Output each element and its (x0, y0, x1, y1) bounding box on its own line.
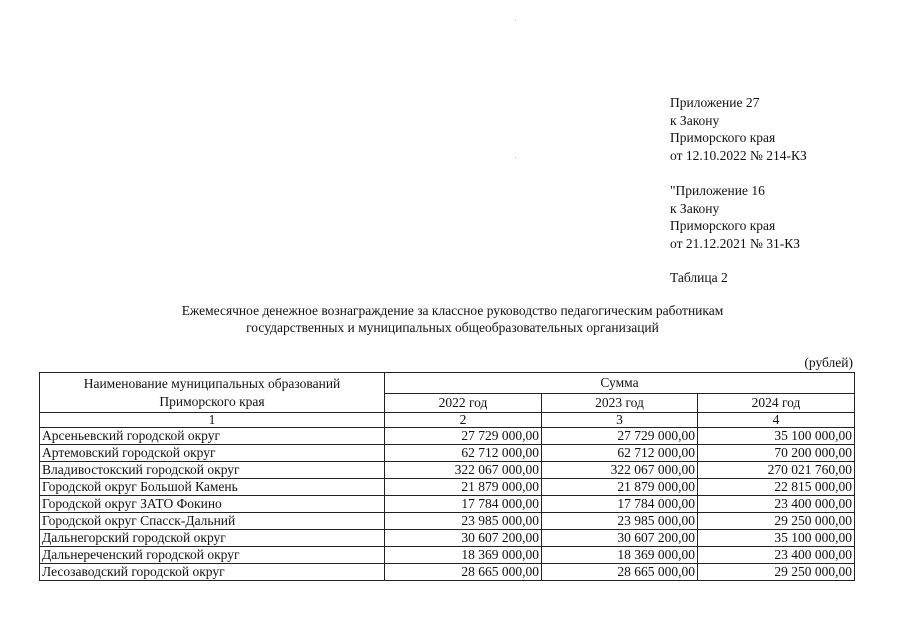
title-line-2: государственных и муниципальных общеобразовательных организаций (246, 320, 659, 335)
amount-2023: 27 729 000,00 (542, 428, 698, 445)
amounts-table (39, 372, 855, 581)
amount-2022: 27 729 000,00 (385, 428, 542, 445)
amount-2022: 23 985 000,00 (385, 513, 542, 530)
table-row (40, 462, 855, 479)
amount-2024: 35 100 000,00 (698, 530, 855, 547)
previous-annex-heading (670, 182, 800, 252)
prev-annex-line: "Приложение 16 (670, 183, 765, 198)
annex-line: Приморского края (670, 130, 776, 145)
annex-heading (670, 94, 807, 164)
amount-2022: 28 665 000,00 (385, 564, 542, 581)
amount-2022: 21 879 000,00 (385, 479, 542, 496)
municipality-name: Арсеньевский городской округ (40, 428, 385, 445)
header-municipality-line: Наименование муниципальных образований (83, 375, 341, 391)
amount-2022: 30 607 200,00 (385, 530, 542, 547)
table-row (40, 445, 855, 462)
prev-annex-line: Приморского края (670, 218, 776, 233)
column-number: 1 (40, 413, 385, 428)
column-number: 2 (385, 413, 542, 428)
municipality-name: Городской округ Большой Камень (40, 479, 385, 496)
amount-2024: 23 400 000,00 (698, 496, 855, 513)
annex-line: к Закону (670, 112, 720, 128)
amount-2022: 62 712 000,00 (385, 445, 542, 462)
amount-2022: 322 067 000,00 (385, 462, 542, 479)
table-row (40, 564, 855, 581)
amount-2024: 70 200 000,00 (698, 445, 855, 462)
annex-line: от 12.10.2022 № 214-КЗ (670, 147, 807, 163)
amount-2022: 17 784 000,00 (385, 496, 542, 513)
table-row (40, 479, 855, 496)
amount-2023: 28 665 000,00 (542, 564, 698, 581)
table-row (40, 547, 855, 564)
amount-2023: 21 879 000,00 (542, 479, 698, 496)
amount-2023: 17 784 000,00 (542, 496, 698, 513)
amount-2024: 35 100 000,00 (698, 428, 855, 445)
amount-2024: 270 021 760,00 (698, 462, 855, 479)
table-row (40, 513, 855, 530)
table-number: Таблица 2 (670, 270, 728, 285)
amount-2023: 62 712 000,00 (542, 445, 698, 462)
scan-speck (515, 157, 516, 158)
table-row (40, 428, 855, 445)
header-municipality-line: Приморского края (159, 393, 265, 409)
table-row (40, 496, 855, 513)
header-year-2023: 2023 год (542, 394, 698, 413)
header-sum: Сумма (385, 373, 855, 394)
title-line-1: Ежемесячное денежное вознаграждение за классное руководство педагогическим работникам (181, 303, 724, 318)
amount-2024: 29 250 000,00 (698, 564, 855, 581)
municipality-name: Городской округ ЗАТО Фокино (40, 496, 385, 513)
prev-annex-line: от 21.12.2021 № 31-КЗ (670, 235, 800, 251)
amount-2024: 29 250 000,00 (698, 513, 855, 530)
municipality-name: Артемовский городской округ (40, 445, 385, 462)
amount-2023: 30 607 200,00 (542, 530, 698, 547)
municipality-name: Дальнегорский городской округ (40, 530, 385, 547)
scan-speck (515, 20, 516, 21)
column-number: 4 (698, 413, 855, 428)
amount-2023: 18 369 000,00 (542, 547, 698, 564)
annex-line: Приложение 27 (670, 95, 760, 110)
table-row (40, 530, 855, 547)
amount-2023: 322 067 000,00 (542, 462, 698, 479)
amount-2024: 22 815 000,00 (698, 479, 855, 496)
municipality-name: Городской округ Спасск-Дальний (40, 513, 385, 530)
prev-annex-line: к Закону (670, 200, 720, 216)
municipality-name: Лесозаводский городской округ (40, 564, 385, 581)
amount-2024: 23 400 000,00 (698, 547, 855, 564)
municipality-name: Дальнереченский городской округ (40, 547, 385, 564)
header-year-2022: 2022 год (385, 394, 542, 413)
document-title (0, 302, 905, 336)
units-label: (рублей) (804, 355, 853, 370)
amount-2023: 23 985 000,00 (542, 513, 698, 530)
municipality-name: Владивостокский городской округ (40, 462, 385, 479)
header-year-2024: 2024 год (698, 394, 855, 413)
column-number: 3 (542, 413, 698, 428)
header-municipality (40, 373, 385, 413)
amount-2022: 18 369 000,00 (385, 547, 542, 564)
